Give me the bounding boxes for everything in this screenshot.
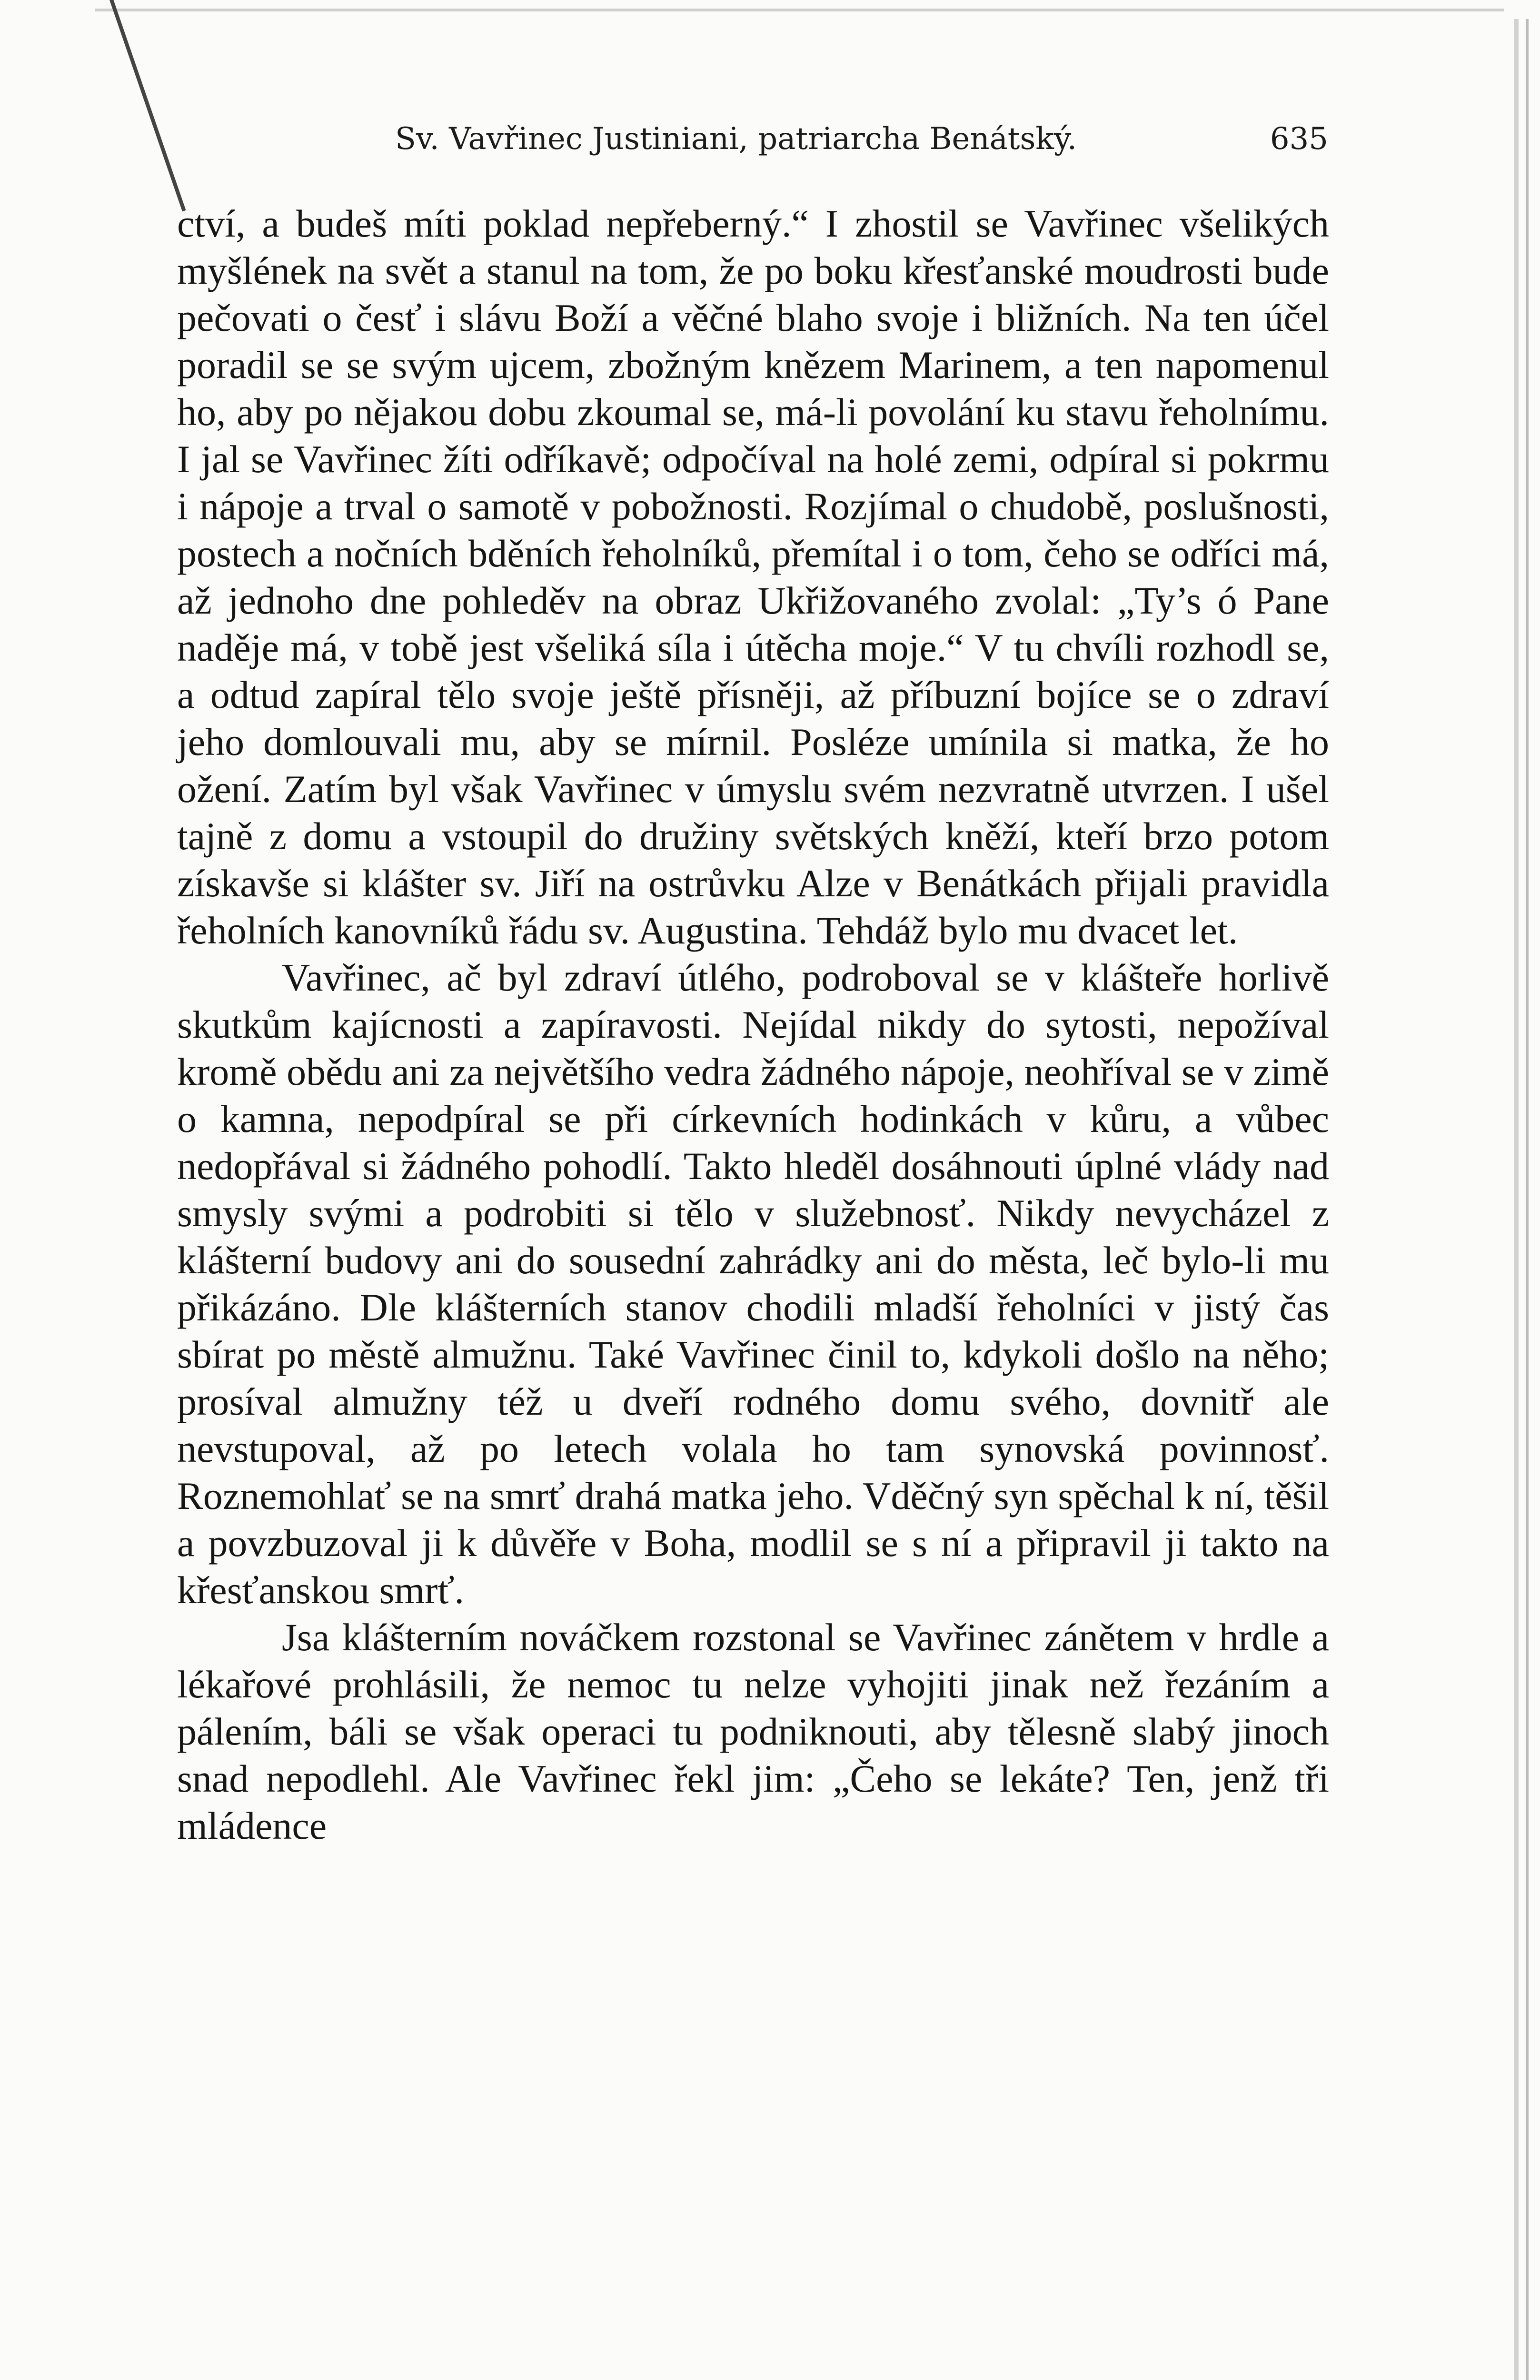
- paragraph-2: Vavřinec, ač byl zdraví útlého, podroboval se v klášteře horlivě skutkům kajícnosti a zapíravosti. Nejídal nikdy do sytosti, nepožíval kromě obědu ani za největšího vedra žádného nápoje, neohříval se v zimě o kamna, nepodpíral se při církevních hodinkách v kůru, a vůbec nedopřával si žádného pohodlí. Takto hleděl dosáhnouti úplné vlády nad smysly svými a podrobiti si tělo v služebnosť. Nikdy nevycházel z klášterní budovy ani do sousední zahrádky ani do města, leč bylo-li mu přikázáno. Dle klášterních stanov chodili mladší řeholníci v jistý čas sbírat po městě almužnu. Také Vavřinec činil to, kdykoli došlo na něho; prosíval almužny též u dveří rodného domu svého, dovnitř ale nevstupoval, až po letech volala ho tam synovská povinnosť. Roznemohlať se na smrť drahá matka jeho. Vděčný syn spěchal k ní, těšil a povzbuzoval ji k důvěře v Boha, modlil se s ní a připravil ji takto na křesťanskou smrť.: [177, 956, 1329, 1612]
- page-edge-top: [95, 9, 1504, 11]
- body-text: [177, 200, 1329, 1849]
- paragraph-1: ctví, a budeš míti poklad nepřeberný.“ I zhostil se Vavřinec všelikých myšlének na svět a stanul na tom, že po boku křesťanské moudrosti bude pečovati o česť i slávu Boží a věčné blaho svoje i bližních. Na ten účel poradil se se svým ujcem, zbožným knězem Marinem, a ten napomenul ho, aby po nějakou dobu zkoumal se, má-li povolání ku stavu řeholnímu. I jal se Vavřinec žíti odříkavě; odpočíval na holé zemi, odpíral si pokrmu i nápoje a trval o samotě v pobožnosti. Rozjímal o chudobě, poslušnosti, postech a nočních bděních řeholníků, přemítal i o tom, čeho se odříci má, až jednoho dne pohleděv na obraz Ukřižovaného zvolal: „Ty’s ó Pane naděje má, v tobě jest všeliká síla i útěcha moje.“ V tu chvíli rozhodl se, a odtud zapíral tělo svoje ještě přísněji, až příbuzní bojíce se o zdraví jeho domlouvali mu, aby se mírnil. Posléze umínila si matka, že ho ožení. Zatím byl však Vavřinec v úmyslu svém nezvratně utvrzen. I ušel tajně z domu a vstoupil do družiny světských kněží, kteří brzo potom získavše si klášter sv. Jiří na ostrůvku Alze v Benátkách přijali pravidla řeholních kanovníků řádu sv. Augustina. Tehdáž bylo mu dvacet let.: [177, 202, 1329, 952]
- page-edge-right-shadow: [1526, 19, 1529, 2380]
- running-head-title: Sv. Vavřinec Justiniani, patriarcha Benátský.: [395, 121, 1077, 157]
- page-edge-right: [1514, 19, 1519, 2380]
- page-number: 635: [1270, 121, 1328, 157]
- running-head: [395, 121, 1328, 169]
- paragraph-3: Jsa klášterním nováčkem rozstonal se Vavřinec zánětem v hrdle a lékařové prohlásili, že nemoc tu nelze vyhojiti jinak než řezáním a pálením, báli se však operaci tu podniknouti, aby tělesně slabý jinoch snad nepodlehl. Ale Vavřinec řekl jim: „Čeho se lekáte? Ten, jenž tři mládence: [177, 1616, 1329, 1847]
- page-fold-line: [109, 0, 186, 211]
